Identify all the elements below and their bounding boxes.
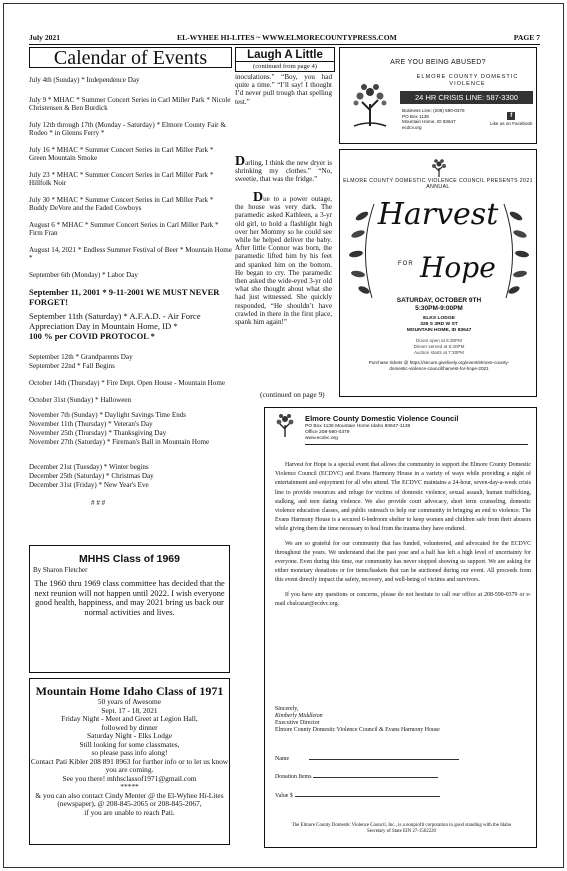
event-item: August 14, 2021 * Endless Summer Festival of Beer * Mountain Home * — [29, 246, 232, 263]
letterhead-rule — [305, 444, 528, 445]
drop-cap: D — [235, 154, 246, 169]
joke-paragraph: inoculations." “Boy, you had quite a time.” “I’ll say! I thought I’d never pull trough that spelling test.” — [235, 73, 332, 106]
donation-items-field[interactable] — [275, 774, 438, 780]
ad-contact-info — [402, 108, 465, 130]
mhi-line: ***** — [120, 782, 139, 791]
ticket-link[interactable]: Purchase tickets @ https://secure.givelively.org/event/elmore-county-domestic-violence-council/harvest-for-hope-2021 — [368, 360, 510, 371]
event-item: September 6th (Monday) * Labor Day — [29, 271, 138, 279]
mhi-line: followed by dinner — [101, 722, 158, 732]
mhi-line: so please pass info along! — [91, 748, 168, 757]
name-field[interactable] — [275, 756, 459, 762]
page-header — [29, 30, 540, 44]
mhi-line: Friday Night - Meet and Greet at Legion Hall, — [61, 714, 198, 723]
laugh-column — [235, 47, 335, 327]
letter-paragraph: Harvest for Hope is a special event that allows the community to support the Elmore County Domestic Violence Council (ECDVC) and Evans Harmony House in a variety of ways while providing a night of entertainment and enjoyment for all who attend. The ECDVC maintains a 24-hour, seven-day-a-week crisis line to provide resources and refuge for victims of domestic violence, sexual assault, human trafficking, stalking, and teen dating violence. We also provide court advocacy, short term counseling, domestic violence education classes, and public outreach to help our community in bringing an end to violence. The Evans Harmony House is a secured 6-bedroom shelter to keep women and children safe from their abusers while giving them the time necessary to heal from the trauma they have endured. — [275, 462, 531, 533]
mhi-details — [30, 698, 229, 817]
value-field[interactable] — [275, 793, 440, 799]
ad-org-name: ELMORE COUNTY DOMESTIC VIOLENCE — [416, 74, 519, 87]
mhi-line: Contact Pati Kibler 208 891 8963 for further info or to let us know you are coming. — [30, 756, 229, 774]
event-item: September 22nd * Fall Begins — [29, 362, 115, 370]
header-page: PAGE 7 — [513, 32, 540, 42]
mhhs-class-box — [29, 545, 230, 673]
event-item: December 31st (Friday) * New Year's Eve — [29, 481, 149, 489]
event-item: August 6 * MHAC * Summer Concert Series in Carl Miller Park * Firm Fran — [29, 221, 219, 238]
contact-line: ecdcv.org — [402, 124, 422, 130]
closing: Sincerely, — [275, 706, 299, 712]
signer-name: Kimberly Middleton — [275, 713, 323, 719]
event-item: July 16 * MHAC * Summer Concert Series in Carl Miller Park * Green Mountain Smoke — [29, 146, 214, 163]
location-line: MOUNTAIN HOME, ID 83647 — [406, 328, 472, 334]
mhi-email-line: See you there! mhhsclassof1971@gmail.com — [62, 773, 197, 783]
tree-logo-icon — [271, 412, 299, 438]
header-rule — [29, 44, 540, 45]
laugh-continued-from: (continued from page 4) — [235, 62, 335, 72]
event-item: July 4th (Sunday) * Independence Day — [29, 76, 140, 84]
calendar-title: Calendar of Events — [29, 47, 232, 68]
mhhs-text: The 1960 thru 1969 class committee has decided that the next reunion will not happen until 2022. I wish everyone good health, happiness, and may 2021 bring us back our normal activities and lives. — [34, 579, 225, 618]
schedule-line: Auction starts at 7:30PM — [413, 350, 465, 355]
contact-line: Business Line: (208) 590-0379 — [402, 108, 465, 113]
contact-line: Mountain Home, ID 83647 — [402, 119, 456, 125]
field-label: Name — [275, 756, 290, 762]
event-item: July 30 * MHAC * Summer Concert Series in Carl Miller Park * Buddy DeVore and the Faded Cowboys — [29, 196, 214, 213]
letter-body — [275, 461, 531, 614]
event-item: November 27th (Saturday) * Fireman's Ball in Mountain Home — [29, 438, 210, 446]
mhi-title: Mountain Home Idaho Class of 1971 — [35, 684, 224, 698]
signer-role: Executive Director — [275, 720, 320, 726]
letterhead-org: Elmore County Domestic Violence Council — [305, 414, 459, 423]
event-item: October 14th (Thursday) * Fire Dept. Open House - Mountain Home — [29, 379, 226, 387]
signer-org: Elmore County Domestic Violence Council & Evans Harmony House — [275, 727, 440, 733]
mhi-line: Still looking for some classmates, — [79, 739, 180, 749]
event-item: October 31st (Sunday) * Halloween — [29, 396, 132, 404]
address-line: Office 208-590-0379 — [305, 430, 350, 435]
mhhs-byline: By Sharon Fletcher — [33, 566, 88, 574]
letter-paragraph: We are so grateful for our community that has funded, volunteered, and advocated for the ECDVC throughout the years. We understand that the past year and a half has left a high level of uncertainty for everyone. Even during this time, our community has never stopped showing us support. We are asking for either monetary donations or for items/baskets that can be auctioned during our event. All proceeds from this event directly impact the safety, recovery, and well-being of victims and survivors. — [275, 540, 531, 584]
abuse-hotline-ad — [339, 47, 537, 144]
event-item: November 11th (Thursday) * Veteran's Day — [29, 420, 153, 428]
joke-text: ue to a power outage, the house was very dark. The paramedic asked Kathleen, a 3-yr old girl, to hold a flashlight high over her Mommy so he could see while he helped deliver the baby. After little Connor was born, the paramedic lifted him by his feet and spanked him on the bottom. He began to cry. The paramedic then asked the wide-eyed 3-yr old what she thought about what she had just witnessed. She quickly responded, “He shouldn’t have crawled in there in the first place, spank him again!” — [235, 195, 332, 327]
facebook-icon: f — [507, 112, 515, 120]
tree-logo-icon — [428, 158, 450, 178]
harvest-presenter: ELMORE COUNTY DOMESTIC VIOLENCE COUNCIL PRESENTS 2021 ANNUAL — [343, 178, 533, 191]
leaf-branch-icon — [498, 200, 534, 300]
event-item: December 25th (Saturday) * Christmas Day — [29, 472, 154, 480]
mhi-line: & you can also contact Cindy Menter @ the El-Wyhee Hi-Lites (newspaper), @ 208-845-2065 or 208-845-2067, — [35, 790, 224, 808]
calendar-column — [29, 47, 232, 507]
event-item: 100 % per COVID PROTOCOL * — [29, 331, 155, 341]
location-line: 325 S 3RD W ST — [420, 322, 458, 328]
header-date: July 2021 — [29, 32, 61, 42]
joke-paragraph — [235, 190, 332, 327]
joke-paragraph — [235, 154, 332, 184]
hope-word: Hope — [420, 251, 496, 284]
letter-paragraph: If you have any questions or concerns, please do not hesitate to call our office at 208-590-0379 or e-mail cbalcazar@ecdvc.org. — [275, 591, 531, 607]
facebook-note — [490, 112, 532, 127]
event-item: July 9 * MHAC * Summer Concert Series in Carl Miller Park * Nicole Christensen & Ben Burdick — [29, 96, 231, 113]
field-label: Value $ — [275, 793, 293, 799]
header-title: EL-WYHEE HI-LITES ~ WWW.ELMORECOUNTYPRESS.COM — [177, 32, 397, 42]
address-line: PO Box 1136 Mountain Home Idaho 83647-1136 — [305, 424, 411, 429]
contact-line: PO Box 1136 — [402, 113, 429, 119]
mhi-line: if you are unable to reach Pati. — [84, 807, 175, 817]
mhi-line: 50 years of Awesome — [97, 697, 162, 706]
address-line: www.ecdvc.org — [305, 436, 338, 441]
location-line: ELKS LODGE — [423, 316, 455, 321]
event-item: July 23 * MHAC * Summer Concert Series in Carl Miller Park * Hillfolk Noir — [29, 171, 214, 188]
facebook-label: Like us on Facebook — [490, 121, 533, 126]
crisis-line-banner: 24 HR CRISIS LINE: 587-3300 — [400, 91, 533, 104]
letter-footer: The Elmore County Domestic Violence Council, Inc., is a nonprofit corporation in good standing with the Idaho Secretary of State EIN 27-1562220 — [291, 823, 512, 834]
event-location — [340, 316, 538, 335]
for-word: FOR — [398, 261, 414, 267]
mhhs-title: MHHS Class of 1969 — [79, 553, 180, 565]
calendar-end-mark: # # # — [91, 499, 106, 507]
laugh-continued-to: (continued on page 9) — [260, 390, 325, 399]
event-time: 5:30PM-9:00PM — [415, 305, 463, 312]
letter-signature — [275, 706, 440, 734]
harvest-for-hope-ad — [339, 149, 537, 397]
event-item: November 7th (Sunday) * Daylight Savings Time Ends — [29, 411, 187, 419]
event-item: December 21st (Tuesday) * Winter begins — [29, 463, 149, 471]
mhi-line: Saturday Night - Elks Lodge — [87, 731, 172, 740]
event-date-time — [340, 297, 538, 313]
mh-class-1971-box — [29, 678, 230, 845]
laugh-title: Laugh A Little — [235, 47, 335, 62]
schedule-line: Dinner served at 6:30PM — [413, 344, 465, 349]
event-item: November 25th (Thursday) * Thanksgiving Day — [29, 429, 167, 437]
field-label: Donation Items — [275, 774, 312, 780]
event-item: September 11th (Saturday) * A.F.A.D. - Air Force Appreciation Day in Mountain Home, ID * — [29, 311, 201, 331]
drop-cap: D — [253, 190, 264, 205]
event-item: September 12th * Grandparents Day — [29, 353, 133, 361]
letterhead-address — [305, 424, 410, 442]
event-date: SATURDAY, OCTOBER 9TH — [396, 297, 482, 304]
event-schedule — [340, 338, 538, 356]
event-item-911: September 11, 2001 * 9-11-2001 WE MUST NEVER FORGET! — [29, 287, 220, 307]
joke-text: arling, I think the new dryer is shrinking my clothes.” “No, sweetie, that was the fridge.” — [235, 159, 332, 184]
ad-question: ARE YOU BEING ABUSED? — [390, 59, 486, 66]
leaf-branch-icon — [344, 200, 380, 300]
ecdvc-letter — [264, 407, 537, 848]
harvest-word: Harvest — [377, 197, 499, 233]
tree-logo-icon — [348, 78, 392, 128]
event-item: July 12th through 17th (Monday - Saturday) * Elmore County Fair & Rodeo * in Glenns Ferry * — [29, 121, 226, 138]
mhi-line: Sept. 17 - 18, 2021 — [101, 705, 158, 715]
schedule-line: Doors open at 5:30PM — [416, 338, 462, 343]
